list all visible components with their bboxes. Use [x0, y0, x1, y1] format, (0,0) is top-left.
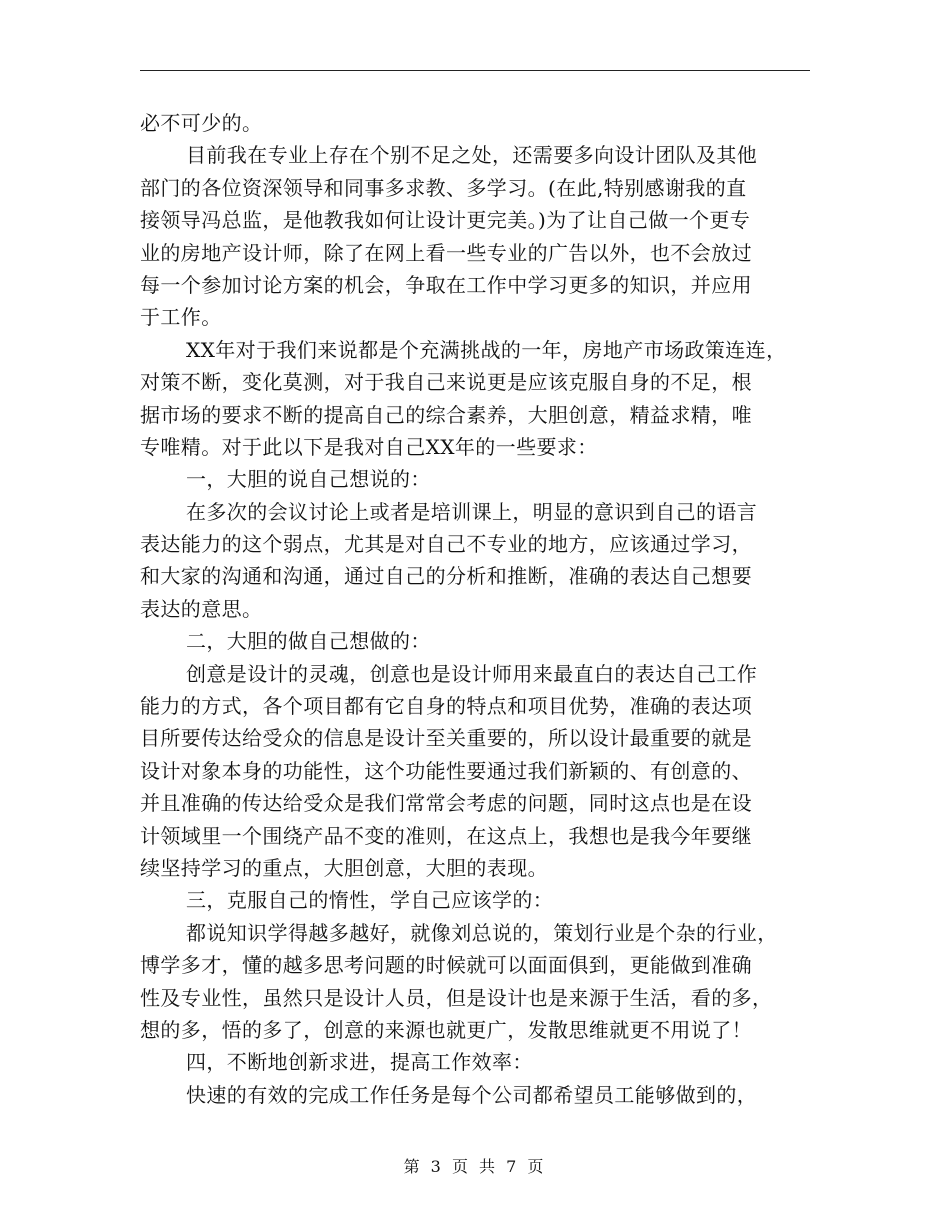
- text-line: 部门的各位资深领导和同事多求教、多学习。(在此,特别感谢我的直: [140, 175, 747, 200]
- text-line: 目前我在专业上存在个别不足之处，还需要多向设计团队及其他: [186, 143, 758, 168]
- text-line: 表达能力的这个弱点，尤其是对自己不专业的地方，应该通过学习，: [140, 532, 752, 557]
- text-line: 都说知识学得越多越好，就像刘总说的，策划行业是个杂的行业，: [186, 920, 778, 945]
- text-line: 想的多，悟的多了，创意的来源也就更广，发散思维就更不用说了！: [140, 1017, 752, 1042]
- header-rule: [140, 70, 810, 71]
- text-line: 并且准确的传达给受众是我们常常会考虑的问题，同时这点也是在设: [140, 791, 752, 816]
- text-line: 对策不断，变化莫测，对于我自己来说更是应该克服自身的不足，根: [140, 370, 752, 395]
- text-line: 性及专业性，虽然只是设计人员，但是设计也是来源于生活，看的多，: [140, 985, 773, 1010]
- text-line: 续坚持学习的重点，大胆创意，大胆的表现。: [140, 855, 548, 880]
- text-line: 据市场的要求不断的提高自己的综合素养，大胆创意，精益求精，唯: [140, 402, 752, 427]
- text-line: 接领导冯总监，是他教我如何让设计更完美。)为了让自己做一个更专: [140, 208, 751, 233]
- text-line: 在多次的会议讨论上或者是培训课上，明显的意识到自己的语言: [186, 499, 758, 524]
- text-line: 目所要传达给受众的信息是设计至关重要的，所以设计最重要的就是: [140, 726, 752, 751]
- text-line: 必不可少的。: [140, 111, 263, 135]
- page-number: 第 3 页 共 7 页: [403, 1157, 547, 1176]
- text-line: 表达的意思。: [140, 596, 263, 621]
- text-line: XX年对于我们来说都是个充满挑战的一年，房地产市场政策连连，: [186, 337, 787, 362]
- section-heading: 四，不断地创新求进，提高工作效率：: [186, 1050, 533, 1075]
- text-line: 快速的有效的完成工作任务是每个公司都希望员工能够做到的，: [186, 1082, 758, 1107]
- text-line: 每一个参加讨论方案的机会，争取在工作中学习更多的知识，并应用: [140, 272, 752, 297]
- text-line: 业的房地产设计师，除了在网上看一些专业的广告以外，也不会放过: [140, 240, 752, 265]
- text-line: 专唯精。对于此以下是我对自己XX年的一些要求：: [140, 434, 598, 459]
- document-body: [140, 107, 812, 1111]
- section-heading: 二，大胆的做自己想做的：: [186, 629, 431, 654]
- text-line: 计领域里一个围绕产品不变的准则，在这点上，我想也是我今年要继: [140, 823, 752, 848]
- text-line: 和大家的沟通和沟通，通过自己的分析和推断，准确的表达自己想要: [140, 564, 752, 589]
- text-line: 设计对象本身的功能性，这个功能性要通过我们新颖的、有创意的、: [140, 758, 752, 783]
- text-line: 于工作。: [140, 305, 222, 330]
- text-line: 能力的方式，各个项目都有它自身的特点和项目优势，准确的表达项: [140, 694, 752, 719]
- section-heading: 一，大胆的说自己想说的：: [186, 467, 431, 492]
- section-heading: 三，克服自己的惰性，学自己应该学的：: [186, 888, 554, 913]
- text-line: 创意是设计的灵魂，创意也是设计师用来最直白的表达自己工作: [186, 661, 758, 686]
- text-line: 博学多才，懂的越多思考问题的时候就可以面面俱到，更能做到准确: [140, 953, 752, 978]
